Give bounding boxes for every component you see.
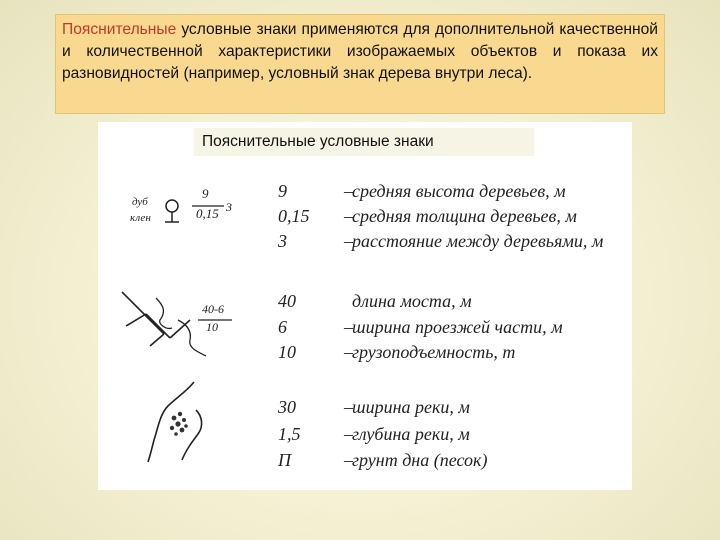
intro-paragraph (62, 19, 658, 85)
forest-fraction-bottom: 0,15 (196, 206, 219, 221)
tree-label-maple: клен (130, 212, 151, 224)
forest-row-desc: средняя толщина деревьев, м (352, 206, 577, 226)
forest-row-desc: средняя высота деревьев, м (352, 181, 566, 201)
bridge-row-num: 40 (278, 291, 296, 311)
river-row-desc: грунт дна (песок) (352, 450, 488, 470)
forest-row-dash: – (344, 181, 353, 201)
river-row-dash: – (344, 450, 353, 470)
bridge-row-num: 10 (278, 342, 296, 362)
bridge-row-dash: – (344, 342, 353, 362)
river-row-num: П (278, 450, 291, 470)
bridge-row-desc: грузоподъемность, т (352, 342, 516, 362)
forest-fraction-right: 3 (226, 200, 232, 214)
river-row-num: 1,5 (278, 424, 301, 444)
river-row-dash: – (344, 397, 353, 417)
bridge-fraction-top: 40-6 (202, 302, 224, 316)
intro-box (55, 14, 665, 114)
bridge-row-dash: – (344, 317, 353, 337)
bridge-row-desc: ширина проезжей части, м (352, 317, 563, 337)
bridge-symbol-icon (120, 290, 210, 360)
river-symbol-icon (146, 380, 218, 464)
forest-fraction-top: 9 (202, 186, 209, 201)
forest-row-dash: – (344, 231, 353, 251)
legend-figure (98, 122, 632, 490)
river-row-desc: глубина реки, м (352, 424, 470, 444)
forest-row-num: 0,15 (278, 206, 310, 226)
bridge-row-num: 6 (278, 317, 287, 337)
river-row-dash: – (344, 424, 353, 444)
forest-row-dash: – (344, 206, 353, 226)
river-row-desc: ширина реки, м (352, 397, 470, 417)
tree-label-oak: дуб (132, 196, 148, 208)
forest-row-num: 9 (278, 181, 287, 201)
tree-symbol-icon (162, 198, 186, 226)
forest-row-num: 3 (278, 231, 287, 251)
bridge-row-desc: длина моста, м (352, 291, 472, 311)
figure-title: Пояснительные условные знаки (194, 128, 534, 156)
forest-row-desc: расстояние между деревьями, м (352, 231, 604, 251)
intro-highlight-word: Пояснительные (62, 21, 177, 38)
bridge-fraction-bottom: 10 (206, 320, 218, 334)
intro-text: условные знаки применяются для дополнительной качественной и количественной характеристики изображаемых объектов и показа их разновидностей (например, условный знак дерева внутри леса). (62, 21, 658, 82)
river-row-num: 30 (278, 397, 296, 417)
